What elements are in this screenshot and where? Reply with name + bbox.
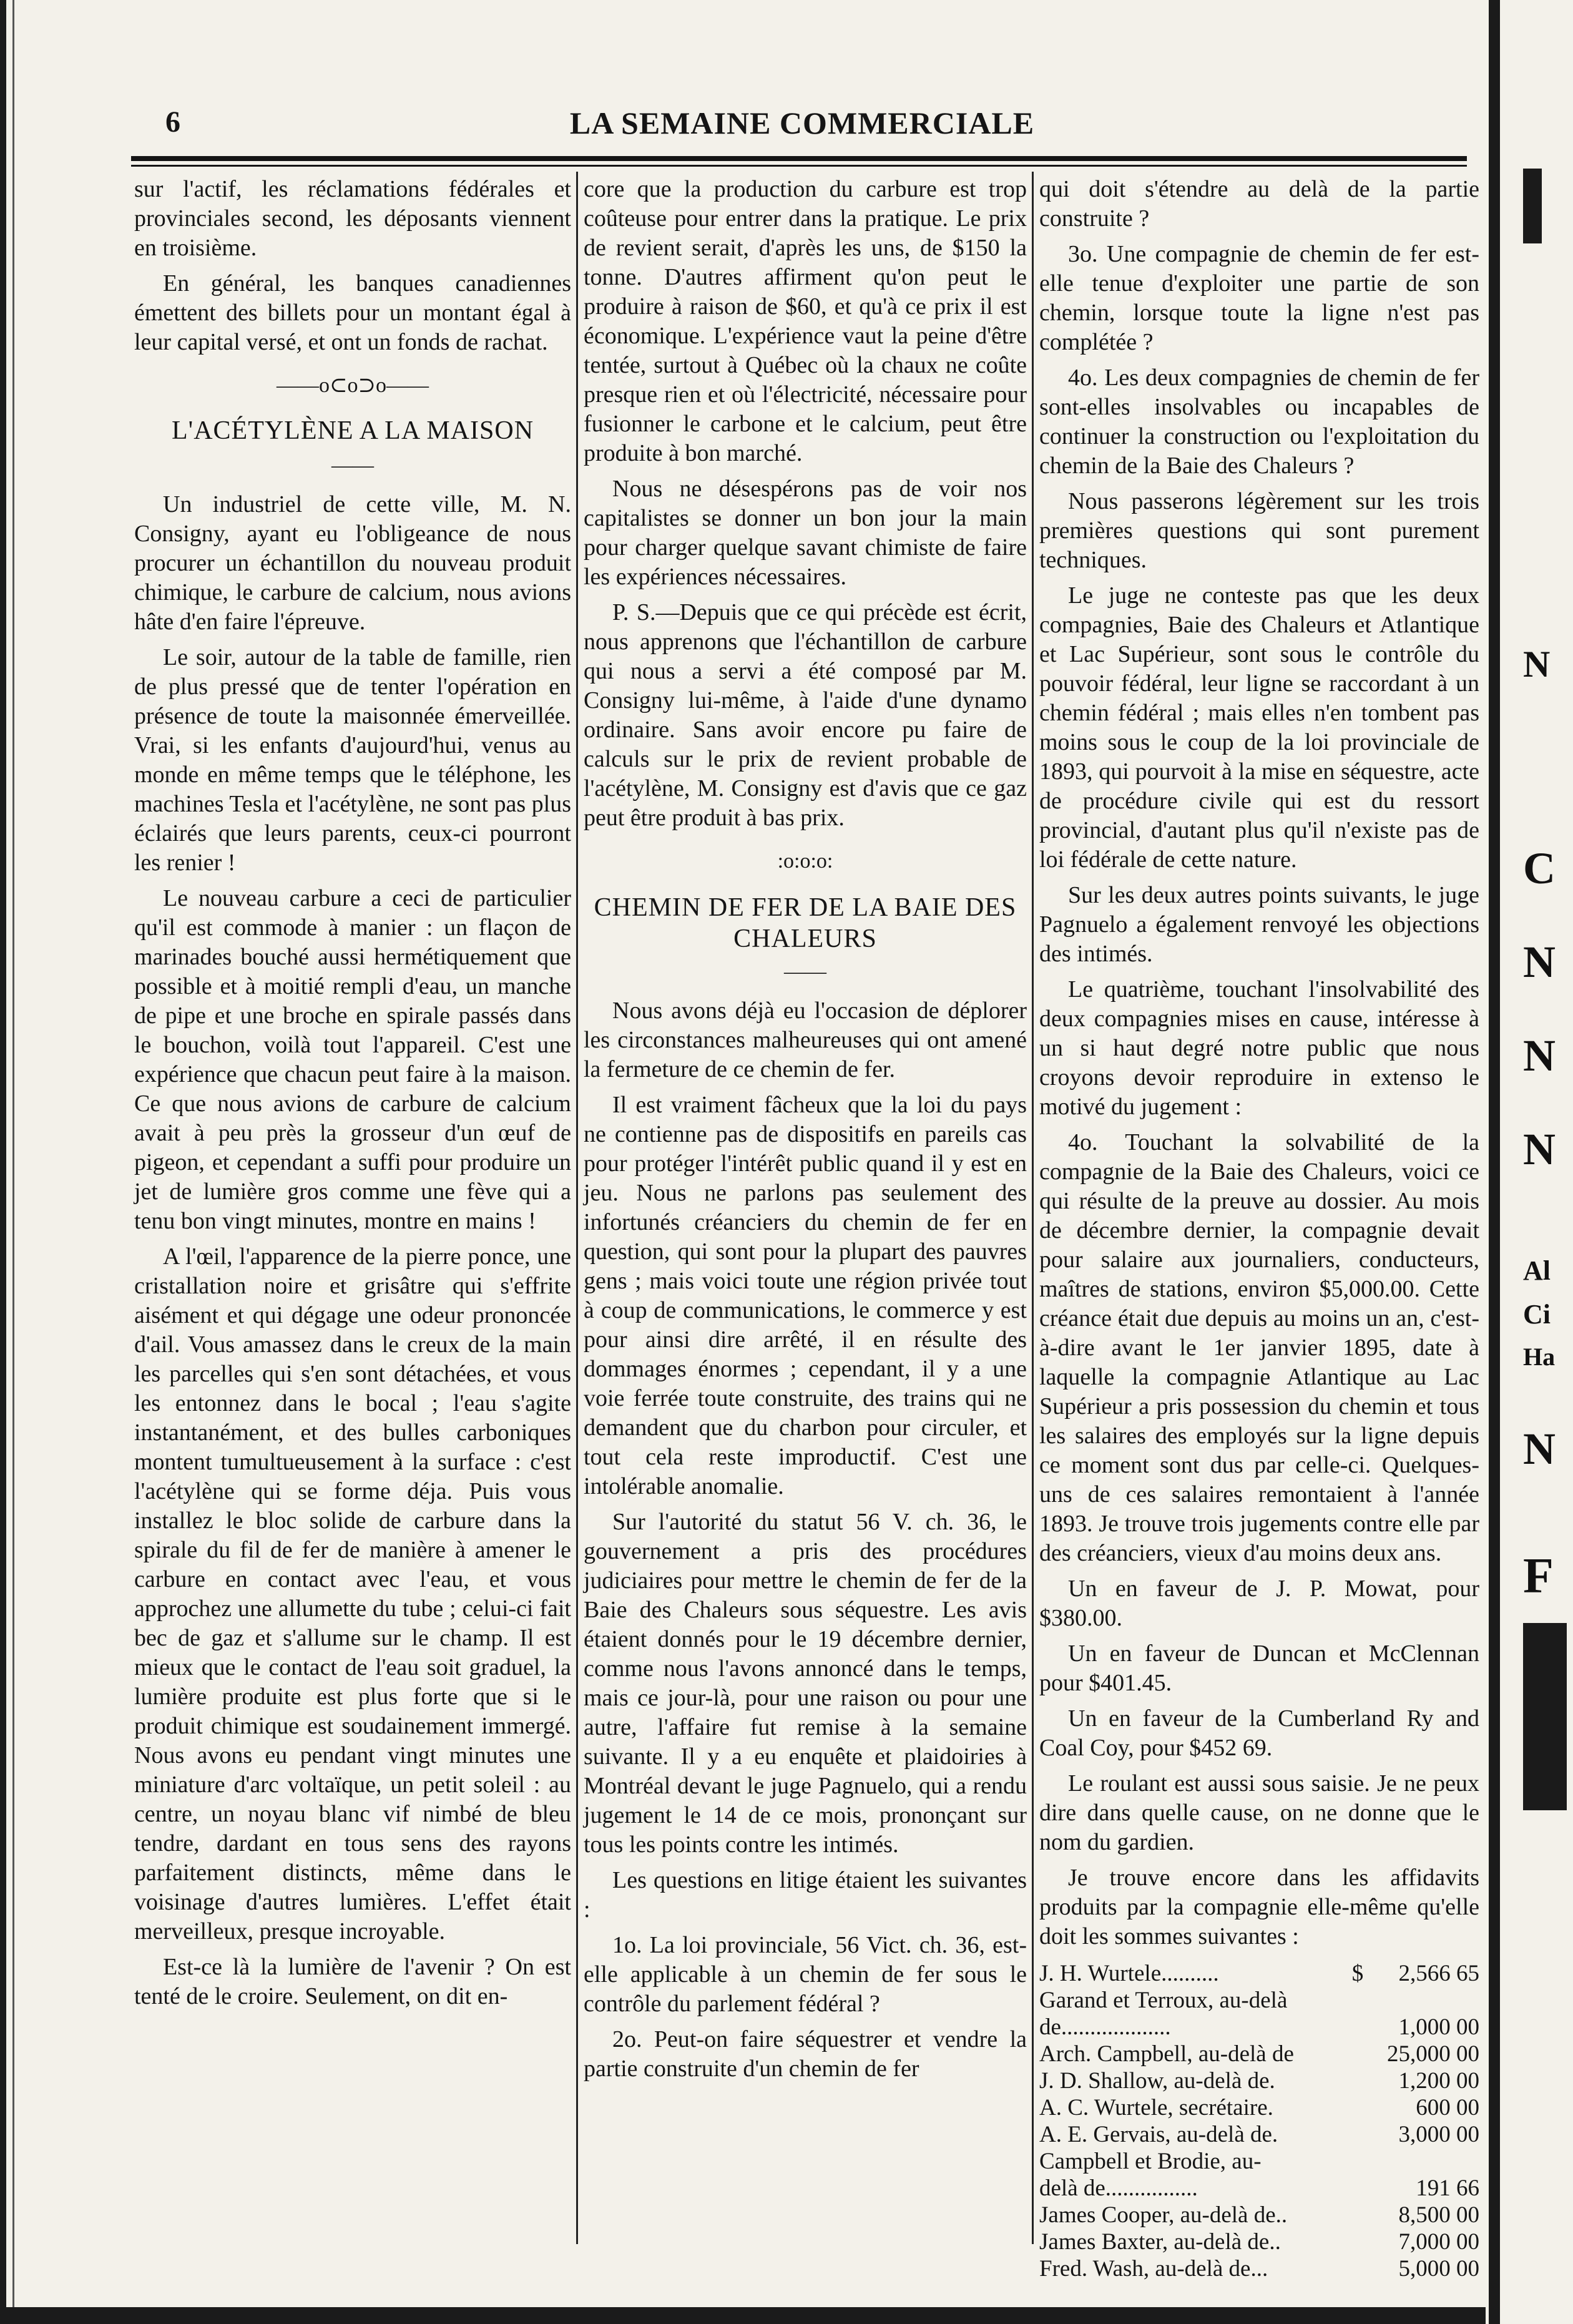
margin-glyph: Ha xyxy=(1523,1343,1556,1371)
paragraph: Les questions en litige étaient les suivantes : xyxy=(584,1867,1027,1923)
ledger-creditor: delà de................ xyxy=(1039,2175,1198,2201)
header-rule-thin xyxy=(131,165,1467,167)
ledger-row xyxy=(1039,2014,1479,2041)
paragraph: 3o. Une compagnie de chemin de fer est-elle tenue d'exploiter une partie de son chemin, lorsque toute la ligne n'est pas complétée ? xyxy=(1039,241,1479,355)
paragraph: Nous ne désespérons pas de voir nos capitalistes se donner un bon jour la main pour charger quelque savant chimiste de faire les expériences nécessaires. xyxy=(584,476,1027,590)
paragraph: 4o. Les deux compagnies de chemin de fer sont-elles insolvables ou incapables de continuer la construction ou l'exploitation du chemin de la Baie des Chaleurs ? xyxy=(1039,365,1479,479)
paragraph: 2o. Peut-on faire séquestrer et vendre la partie construite d'un chemin de fer xyxy=(584,2026,1027,2082)
ledger-currency xyxy=(1345,2121,1370,2148)
ledger-currency xyxy=(1345,2148,1370,2175)
paragraph: Le soir, autour de la table de famille, rien de plus pressé que de tenter l'opération en présence de toute la maisonnée émerveillée. Vrai, si les enfants d'aujourd'hui, venus au monde en même temps que le téléphone, les machines Tesla et l'acétylène, ne sont pas plus éclairés que leurs parents, ceux-ci pourront les renier ! xyxy=(134,644,571,876)
adjacent-page-edge xyxy=(1489,0,1500,2324)
ledger-amount: 1,200 00 xyxy=(1398,2068,1479,2094)
paragraph: core que la production du carbure est trop coûteuse pour entrer dans la pratique. Le prix de revient serait, d'après les uns, de $150 la tonne. D'autres affirment qu'on peut le produire à raison de $60, et qu'à ce prix il est économique. L'expérience vaut la peine d'être tentée, surtout à Québec où la chaux ne coûte presque rien et où l'électricité, nécessaire pour fusionner le carbone et le calcium, peut être produite à bon marché. xyxy=(584,176,1027,466)
ledger-currency xyxy=(1345,2228,1370,2255)
paragraph: Sur l'autorité du statut 56 V. ch. 36, le gouvernement a pris des procédures judiciaires pour mettre le chemin de fer de la Baie des Chaleurs sous séquestre. Les avis étaient donnés pour le 19 décembre dernier, comme nous l'avons annoncé dans le temps, mais ce jour-là, pour une raison ou pour une autre, l'affaire fut remise à la semaine suivante. Il y a eu enquête et plaidoiries à Montréal devant le juge Pagnuelo, qui a rendu jugement le 14 de ce mois, prononçant sur tous les points contre les intimés. xyxy=(584,1509,1027,1858)
ledger-amount: 8,500 00 xyxy=(1398,2202,1479,2228)
ledger-creditor: A. C. Wurtele, secrétaire. xyxy=(1039,2095,1273,2121)
scan-artifact xyxy=(1523,1623,1567,1810)
journal-title: LA SEMAINE COMMERCIALE xyxy=(569,105,1035,140)
ledger-creditor: de................... xyxy=(1039,2014,1171,2040)
ledger-creditor: Campbell et Brodie, au- xyxy=(1039,2149,1262,2174)
ledger-row xyxy=(1039,2202,1479,2228)
scan-bottom-border xyxy=(0,2307,1492,2324)
ledger-currency xyxy=(1345,2255,1370,2282)
ledger-currency xyxy=(1345,2014,1370,2041)
ledger-currency xyxy=(1345,2202,1370,2228)
margin-glyph: F xyxy=(1523,1549,1554,1604)
ledger-currency xyxy=(1345,2175,1370,2202)
paragraph: Le juge ne conteste pas que les deux compagnies, Baie des Chaleurs et Atlantique et Lac Supérieur, sont sous le contrôle du pouvoir fédéral, leur ligne se raccordant à un chemin fédéral ; mais elles n'en tombent pas moins sous le coup de la loi provinciale de 1893, qui pourvoit à la mise en séquestre, acte de procédure civile qui est du ressort provincial, d'autant plus qu'il n'existe pas de loi fédérale de cette nature. xyxy=(1039,582,1479,873)
paragraph: Est-ce là la lumière de l'avenir ? On est tenté de le croire. Seulement, on dit en- xyxy=(134,1954,571,2009)
ledger-creditor: Garand et Terroux, au-delà xyxy=(1039,1988,1288,2013)
scan-artifact xyxy=(1523,169,1542,243)
paragraph: Le nouveau carbure a ceci de particulier qu'il est commode à manier : un flaçon de marinades bouché aussi hermétiquement que possible et à moitié rempli d'eau, un manche de pipe et une broche en spirale passés dans le bouchon, voilà tout l'appareil. C'est une expérience que chacun peut faire à la maison. Ce que nous avions de carbure de calcium avait à peu près la grosseur d'un œuf de pigeon, et cependant a suffi pour produire un jet de lumière gros comme une fève qui a tenu bon vingt minutes, montre en mains ! xyxy=(134,885,571,1234)
margin-glyph: N xyxy=(1523,1031,1556,1081)
ledger-amount: 25,000 00 xyxy=(1387,2041,1479,2067)
paragraph: P. S.—Depuis que ce qui précède est écrit, nous apprenons que l'échantillon de carbure qui nous a servi a été composé par M. Consigny lui-même, à l'aide d'une dynamo ordinaire. Sans avoir encore pu faire de calculs sur le prix de revient probable de l'acétylène, M. Consigny est d'avis que ce gaz peut être produit à bas prix. xyxy=(584,599,1027,831)
ledger-creditor: A. E. Gervais, au-delà de. xyxy=(1039,2122,1278,2147)
scan-left-border-line xyxy=(12,0,14,2324)
ledger-creditor: J. D. Shallow, au-delà de. xyxy=(1039,2068,1275,2094)
ledger-row xyxy=(1039,2094,1479,2121)
page-number: 6 xyxy=(165,105,180,139)
heading-dash: —— xyxy=(331,454,374,477)
ledger-amount: 7,000 00 xyxy=(1398,2229,1479,2255)
ledger-amount xyxy=(1370,2148,1479,2175)
ledger-amount: 600 00 xyxy=(1416,2095,1479,2121)
ledger-row xyxy=(1039,2121,1479,2148)
ledger-amount: 191 66 xyxy=(1416,2175,1479,2201)
ledger-creditor: Arch. Campbell, au-delà de xyxy=(1039,2041,1294,2067)
paragraph: qui doit s'étendre au delà de la partie construite ? xyxy=(1039,176,1479,232)
margin-glyph: Ci xyxy=(1523,1299,1551,1330)
ledger-creditor: J. H. Wurtele.......... xyxy=(1039,1961,1219,1986)
section-ornament: :o:o:o: xyxy=(777,850,833,873)
ledger-creditor: James Cooper, au-delà de.. xyxy=(1039,2202,1288,2228)
ledger-amount: 1,000 00 xyxy=(1398,2014,1479,2040)
ledger-currency xyxy=(1345,2094,1370,2121)
ledger-amount: 2,566 65 xyxy=(1398,1961,1479,1986)
ledger-row xyxy=(1039,2041,1479,2067)
margin-glyph: N xyxy=(1523,1424,1556,1474)
paragraph: Un en faveur de Duncan et McClennan pour $401.45. xyxy=(1039,1640,1479,1696)
section-ornament: ——o⊂o⊃o—— xyxy=(277,374,429,397)
ledger-row xyxy=(1039,1960,1479,1987)
column-2 xyxy=(584,175,1027,2090)
margin-glyph: Al xyxy=(1523,1255,1551,1286)
ledger-amount xyxy=(1370,1987,1479,2014)
ledger-currency xyxy=(1345,2041,1370,2067)
ledger-currency: $ xyxy=(1351,1961,1364,1986)
column-1 xyxy=(134,175,571,2018)
paragraph: Je trouve encore dans les affidavits produits par la compagnie elle-même qu'elle doit les sommes suivantes : xyxy=(1039,1865,1479,1949)
page-header xyxy=(128,105,1476,149)
column-rule-2 xyxy=(1032,172,1034,2244)
column-rule-1 xyxy=(576,172,578,2244)
paragraph: 4o. Touchant la solvabilité de la compagnie de la Baie des Chaleurs, voici ce qui résulte de la preuve au dossier. Au mois de décembre dernier, la compagnie devait pour salaire aux journaliers, conducteurs, maîtres de stations, environ $5,000.00. Cette créance était due depuis au moins un an, c'est-à-dire avant le 1er janvier 1895, date à laquelle la compagnie Atlantique au Lac Supérieur a pris possession du chemin et tous les salaires des employés sur la ligne depuis ce moment sont dus par celle-ci. Quelques-uns de ces salaires remontaient à l'année 1893. Je trouve trois jugements contre elle par des créanciers, vieux d'au moins deux ans. xyxy=(1039,1129,1479,1566)
paragraph: Un en faveur de la Cumberland Ry and Coal Coy, pour $452 69. xyxy=(1039,1705,1479,1761)
paragraph: 1o. La loi provinciale, 56 Vict. ch. 36, est-elle applicable à un chemin de fer sous le contrôle du parlement fédéral ? xyxy=(584,1932,1027,2017)
article-heading-acetylene: L'ACÉTYLÈNE A LA MAISON xyxy=(171,416,534,445)
paragraph: A l'œil, l'apparence de la pierre ponce, une cristallation noire et grisâtre qui s'effrite aisément et qui dégage une odeur prononcée d'ail. Vous amassez dans le creux de la main les parcelles qui s'en sont détachées, et vous les entonnez dans le bocal ; l'eau s'agite instantanément, et des bulles carboniques montent tumultueusement à la surface : c'est l'acétylène qui se forme déja. Puis vous installez le bloc solide de carbure dans la spirale du fil de fer de manière à amener le carbure en contact avec l'eau, et vous approchez une allumette du tube ; celui-ci fait bec de gaz et s'allume sur le champ. Il est mieux que le contact de l'eau soit graduel, la lumière produite est plus forte que si le produit chimique est soudainement immergé. Nous avons eu pendant vingt minutes une miniature d'arc voltaïque, un petit soleil : au centre, un noyau blanc vif nimbé de bleu tendre, dardant en tous sens des rayons parfaitement distincts, même dans le voisinage d'autres lumières. L'effet était merveilleux, presque incroyable. xyxy=(134,1243,571,1944)
ledger-amount: 5,000 00 xyxy=(1398,2256,1479,2282)
margin-glyph: N xyxy=(1523,644,1551,685)
ledger-creditor: James Baxter, au-delà de.. xyxy=(1039,2229,1281,2255)
paragraph: Un en faveur de J. P. Mowat, pour $380.00. xyxy=(1039,1576,1479,1631)
margin-glyph: N xyxy=(1523,1124,1556,1174)
ledger-row xyxy=(1039,2067,1479,2094)
header-rule xyxy=(131,156,1467,161)
debts-ledger xyxy=(1039,1960,1479,2282)
margin-glyph: C xyxy=(1523,843,1556,893)
margin-glyph: N xyxy=(1523,937,1556,987)
ledger-currency xyxy=(1345,2067,1370,2094)
paragraph: Nous passerons légèrement sur les trois premières questions qui sont purement techniques. xyxy=(1039,488,1479,573)
ledger-row xyxy=(1039,1987,1479,2014)
paragraph: Le quatrième, touchant l'insolvabilité des deux compagnies mises en cause, intéresse à un si haut degré notre public que nous croyons devoir reproduire in extenso le motivé du jugement : xyxy=(1039,976,1479,1120)
article-heading-chemin-de-fer: CHEMIN DE FER DE LA BAIE DES CHALEURS xyxy=(594,893,1017,953)
ledger-amount: 3,000 00 xyxy=(1398,2122,1479,2147)
column-3 xyxy=(1039,175,1479,2282)
paragraph: sur l'actif, les réclamations fédérales et provinciales second, les déposants viennent en troisième. xyxy=(134,176,571,261)
ledger-creditor: Fred. Wash, au-delà de... xyxy=(1039,2256,1268,2282)
ledger-row xyxy=(1039,2228,1479,2255)
paragraph: Sur les deux autres points suivants, le juge Pagnuelo a également renvoyé les objections des intimés. xyxy=(1039,882,1479,967)
scan-left-border xyxy=(0,0,6,2324)
paragraph: En général, les banques canadiennes émettent des billets pour un montant égal à leur capital versé, et ont un fonds de rachat. xyxy=(134,270,571,355)
ledger-currency xyxy=(1345,1987,1370,2014)
ledger-row xyxy=(1039,2148,1479,2175)
heading-dash: —— xyxy=(784,960,826,983)
ledger-row xyxy=(1039,2255,1479,2282)
paragraph: Le roulant est aussi sous saisie. Je ne peux dire dans quelle cause, on ne donne que le nom du gardien. xyxy=(1039,1770,1479,1855)
paragraph: Il est vraiment fâcheux que la loi du pays ne contienne pas de dispositifs en pareils cas pour protéger l'intérêt public quand il y est en jeu. Nous ne parlons pas seulement des infortunés créanciers du chemin de fer en question, qui sont pour la plupart des pauvres gens ; mais voici toute une région privée tout à coup de communications, le commerce y est pour ainsi dire arrêté, il en résulte des dommages énormes ; cependant, il y a une voie ferrée toute construite, des trains qui ne demandent que du charbon pour circuler, et tout cela reste improductif. C'est une intolérable anomalie. xyxy=(584,1092,1027,1499)
ledger-row xyxy=(1039,2175,1479,2202)
paragraph: Nous avons déjà eu l'occasion de déplorer les circonstances malheureuses qui ont amené la fermeture de ce chemin de fer. xyxy=(584,998,1027,1082)
paragraph: Un industriel de cette ville, M. N. Consigny, ayant eu l'obligeance de nous procurer un échantillon du nouveau produit chimique, le carbure de calcium, nous avions hâte d'en faire l'épreuve. xyxy=(134,491,571,635)
